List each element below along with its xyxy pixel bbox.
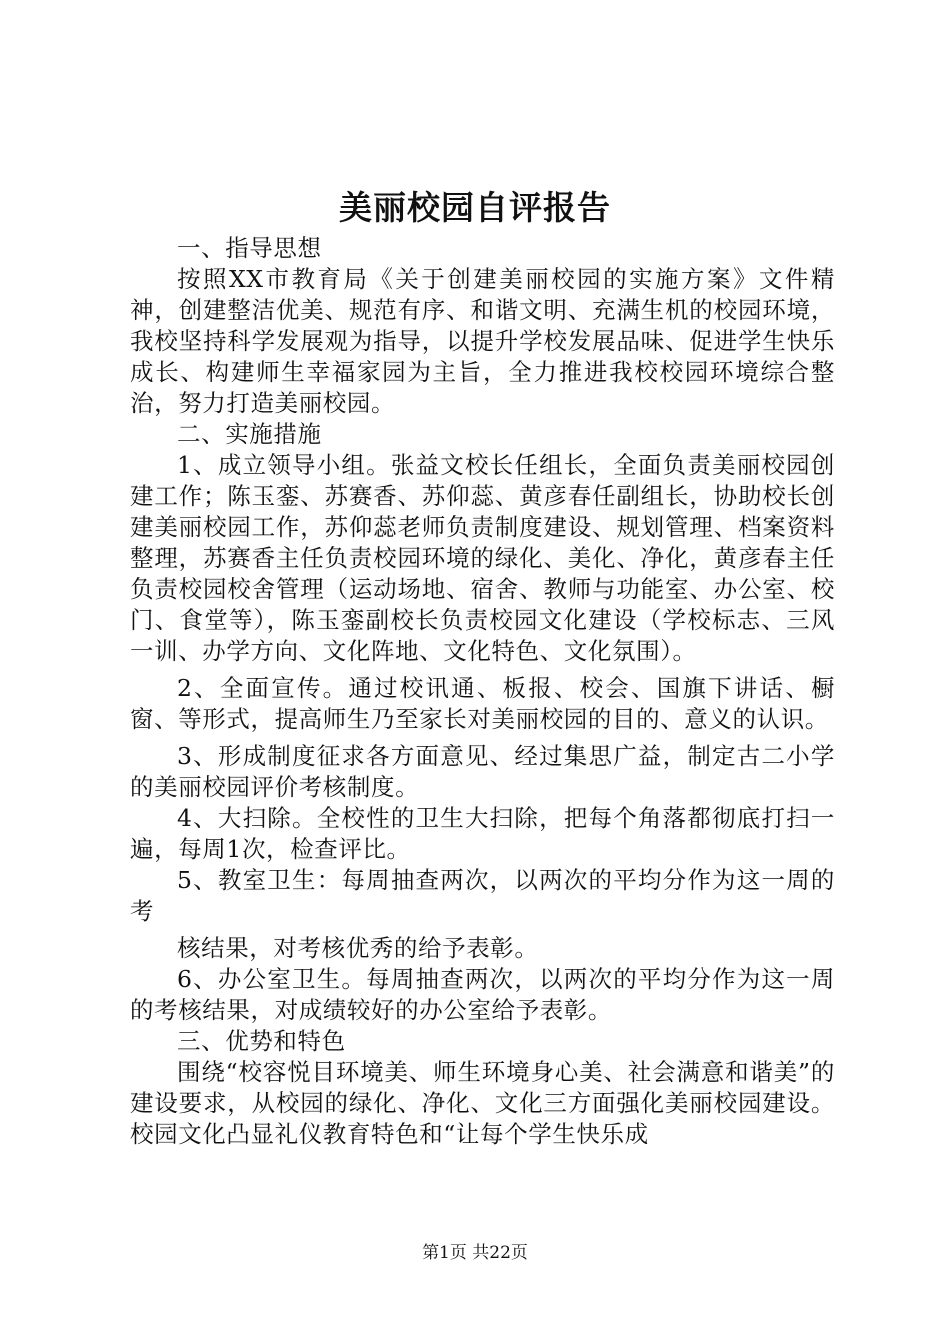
- section-heading-measures: 二、实施措施: [177, 420, 322, 448]
- document-body: [130, 233, 835, 1150]
- paragraph-measure-5-continued: 核结果，对考核优秀的给予表彰。: [177, 934, 539, 962]
- paragraph-measure-6: 6、办公室卫生。每周抽查两次，以两次的平均分作为这一周的考核结果，对成绩较好的办公室给予表彰。: [130, 965, 835, 1024]
- paragraph-measure-4: 4、大扫除。全校性的卫生大扫除，把每个角落都彻底打扫一遍，每周1次，检查评比。: [130, 804, 835, 863]
- paragraph-guiding-ideology: 按照XX市教育局《关于创建美丽校园的实施方案》文件精神，创建整洁优美、规范有序、和谐文明、充满生机的校园环境，我校坚持科学发展观为指导，以提升学校发展品味、促进学生快乐成长、构建师生幸福家园为主旨，全力推进我校校园环境综合整治，努力打造美丽校园。: [130, 265, 835, 417]
- paragraph-strengths: 围绕“校容悦目环境美、师生环境身心美、社会满意和谐美”的建设要求，从校园的绿化、净化、文化三方面强化美丽校园建设。校园文化凸显礼仪教育特色和“让每个学生快乐成: [130, 1058, 835, 1148]
- document-title: 美丽校园自评报告: [339, 188, 611, 227]
- paragraph-measure-1: 1、成立领导小组。张益文校长任组长，全面负责美丽校园创建工作；陈玉銮、苏赛香、苏仰蕊、黄彦春任副组长，协助校长创建美丽校园工作，苏仰蕊老师负责制度建设、规划管理、档案资料整理，苏赛香主任负责校园环境的绿化、美化、净化，黄彦春主任负责校园校舍管理（运动场地、宿舍、教师与功能室、办公室、校门、食堂等），陈玉銮副校长负责校园文化建设（学校标志、三风一训、办学方向、文化阵地、文化特色、文化氛围）。: [130, 451, 835, 665]
- paragraph-measure-5: 5、教室卫生：每周抽查两次，以两次的平均分作为这一周的考: [130, 866, 835, 925]
- paragraph-measure-2: 2、全面宣传。通过校讯通、板报、校会、国旗下讲话、橱窗、等形式，提高师生乃至家长对美丽校园的目的、意义的认识。: [130, 674, 835, 733]
- paragraph-measure-3: 3、形成制度征求各方面意见、经过集思广益，制定古二小学的美丽校园评价考核制度。: [130, 742, 835, 801]
- section-heading-guiding-ideology: 一、指导思想: [177, 234, 322, 262]
- section-heading-strengths: 三、优势和特色: [177, 1027, 346, 1055]
- page-number-footer: 第1页 共22页: [422, 1243, 528, 1263]
